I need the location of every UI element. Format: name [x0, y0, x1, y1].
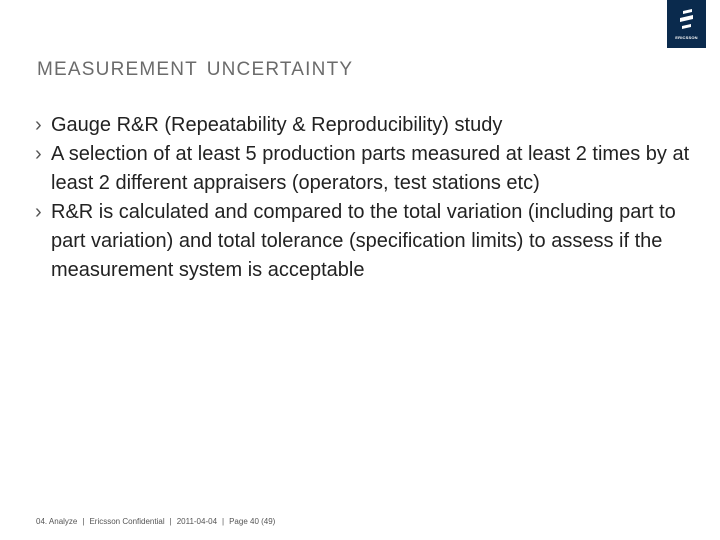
bullet-item: [33, 111, 693, 140]
slide-footer: [36, 517, 275, 526]
bullet-marker-icon: ›: [35, 143, 42, 165]
footer-confidentiality: Ericsson Confidential: [89, 517, 165, 526]
bullet-marker-icon: ›: [35, 114, 42, 136]
slide-title: measurement uncertainty: [37, 51, 354, 81]
ericsson-logo: [667, 0, 706, 48]
bullet-text: A selection of at least 5 production parts measured at least 2 times by at least 2 different appraisers (operators, test stations etc): [51, 143, 690, 194]
bullet-text: R&R is calculated and compared to the total variation (including part to part variation) and total tolerance (specification limits) to assess if the measurement system is acceptable: [51, 201, 676, 281]
footer-date: 2011-04-04: [176, 517, 218, 526]
bullet-list: [33, 111, 693, 285]
footer-separator: |: [222, 517, 225, 526]
bullet-item: [33, 198, 693, 285]
footer-separator: |: [169, 517, 172, 526]
footer-page-number: Page 40 (49): [229, 517, 276, 526]
footer-section: 04. Analyze: [36, 517, 78, 526]
bullet-marker-icon: ›: [35, 201, 42, 223]
logo-wordmark: ERICSSON: [675, 35, 698, 40]
ericsson-logo-icon: [677, 9, 696, 31]
footer-separator: |: [82, 517, 85, 526]
bullet-item: [33, 140, 693, 198]
bullet-text: Gauge R&R (Repeatability & Reproducibility) study: [51, 114, 503, 136]
